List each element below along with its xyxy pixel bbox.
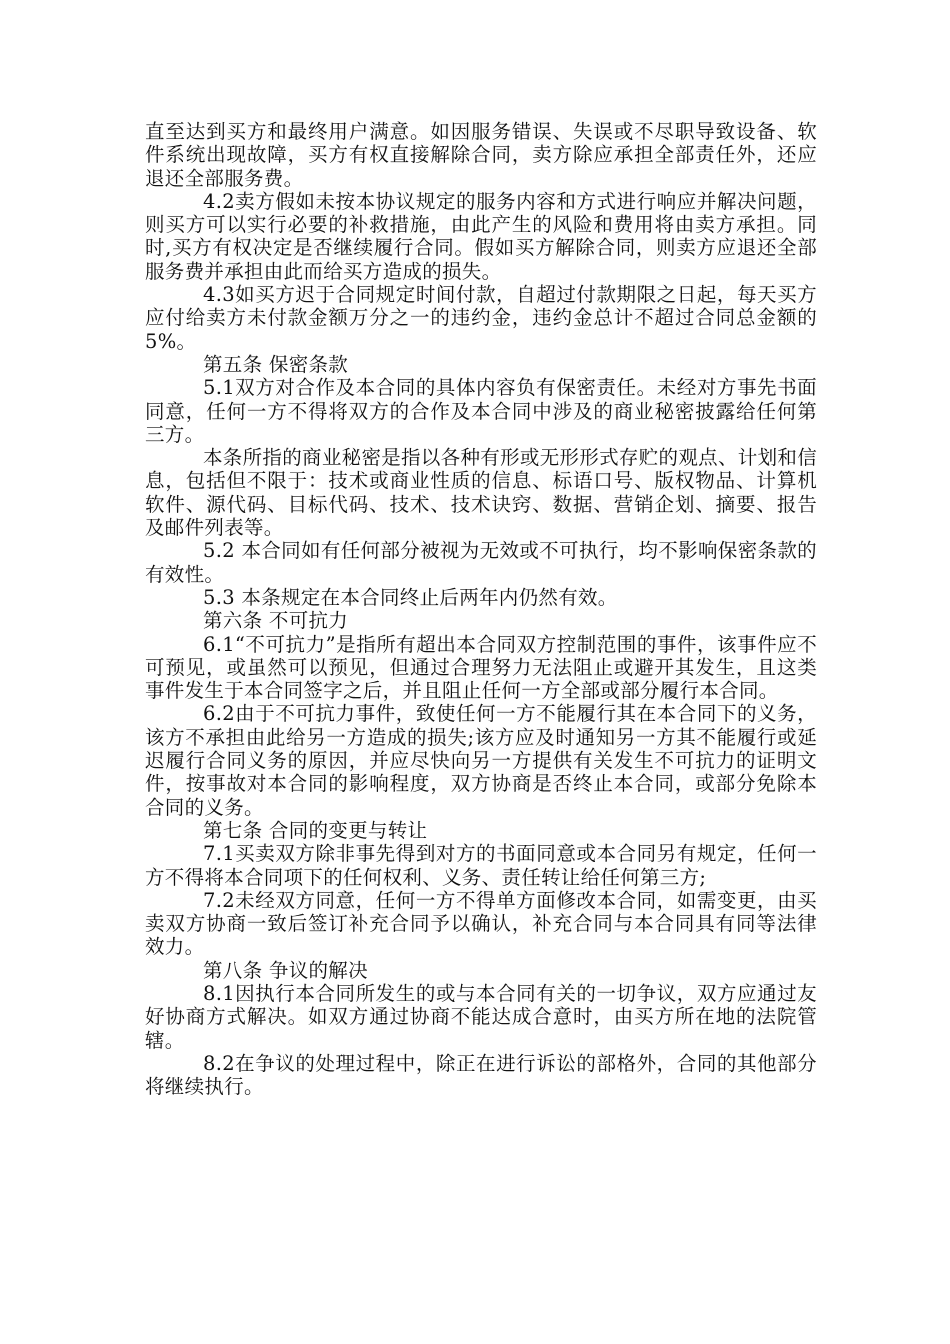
clause-6-1: 6.1“不可抗力”是指所有超出本合同双方控制范围的事件，该事件应不可预见，或虽然可以预见，但通过合理努力无法阻止或避开其发生，且这类事件发生于本合同签字之后，并且阻止任何一方全部或部分履行本合同。 <box>145 632 817 703</box>
clause-6-2: 6.2由于不可抗力事件，致使任何一方不能履行其在本合同下的义务，该方不承担由此给另一方造成的损失;该方应及时通知另一方其不能履行或延迟履行合同义务的原因，并应尽快向另一方提供有关发生不可抗力的证明文件，按事故对本合同的影响程度，双方协商是否终止本合同，或部分免除本合同的义务。 <box>145 702 817 819</box>
clause-5-2: 5.2 本合同如有任何部分被视为无效或不可执行，均不影响保密条款的有效性。 <box>145 539 817 586</box>
clause-8-2: 8.2在争议的处理过程中，除正在进行诉讼的部格外，合同的其他部分将继续执行。 <box>145 1051 817 1099</box>
paragraph-continuation: 直至达到买方和最终用户满意。如因服务错误、失误或不尽职导致设备、软件系统出现故障，买方有权直接解除合同，卖方除应承担全部责任外，还应退还全部服务费。 <box>145 120 817 190</box>
clause-4-3: 4.3如买方迟于合同规定时间付款，自超过付款期限之日起，每天买方应付给卖方未付款金额万分之一的违约金，违约金总计不超过合同总金额的5%。 <box>145 283 817 353</box>
clause-5-3: 5.3 本条规定在本合同终止后两年内仍然有效。 <box>203 585 618 609</box>
clause-8-1: 8.1因执行本合同所发生的或与本合同有关的一切争议，双方应通过友好协商方式解决。如双方通过协商不能达成合意时，由买方所在地的法院管辖。 <box>145 981 817 1052</box>
article-5-heading: 第五条 保密条款 <box>203 352 349 376</box>
clause-7-2: 7.2未经双方同意，任何一方不得单方面修改本合同，如需变更，由买卖双方协商一致后签订补充合同予以确认，补充合同与本合同具有同等法律效力。 <box>145 888 817 959</box>
clause-5-1: 5.1双方对合作及本合同的具体内容负有保密责任。未经对方事先书面同意，任何一方不得将双方的合作及本合同中涉及的商业秘密披露给任何第三方。 <box>145 376 817 446</box>
document-body <box>145 120 817 1098</box>
clause-4-2: 4.2卖方假如未按本协议规定的服务内容和方式进行响应并解决问题，则买方可以实行必要的补救措施，由此产生的风险和费用将由卖方承担。同时,买方有权决定是否继续履行合同。假如买方解除合同，则卖方应退还全部服务费并承担由此而给买方造成的损失。 <box>145 189 817 283</box>
article-8-heading: 第八条 争议的解决 <box>203 958 368 982</box>
clause-7-1: 7.1买卖双方除非事先得到对方的书面同意或本合同另有规定，任何一方不得将本合同项下的任何权利、义务、责任转让给任何第三方; <box>145 842 817 889</box>
clause-5-1-definition: 本条所指的商业秘密是指以各种有形或无形形式存贮的观点、计划和信息，包括但不限于：技术或商业性质的信息、标语口号、版权物品、计算机软件、源代码、目标代码、技术、技术诀窍、数据、营销企划、摘要、报告及邮件列表等。 <box>145 446 817 540</box>
article-6-heading: 第六条 不可抗力 <box>203 609 349 633</box>
article-7-heading: 第七条 合同的变更与转让 <box>203 818 428 842</box>
